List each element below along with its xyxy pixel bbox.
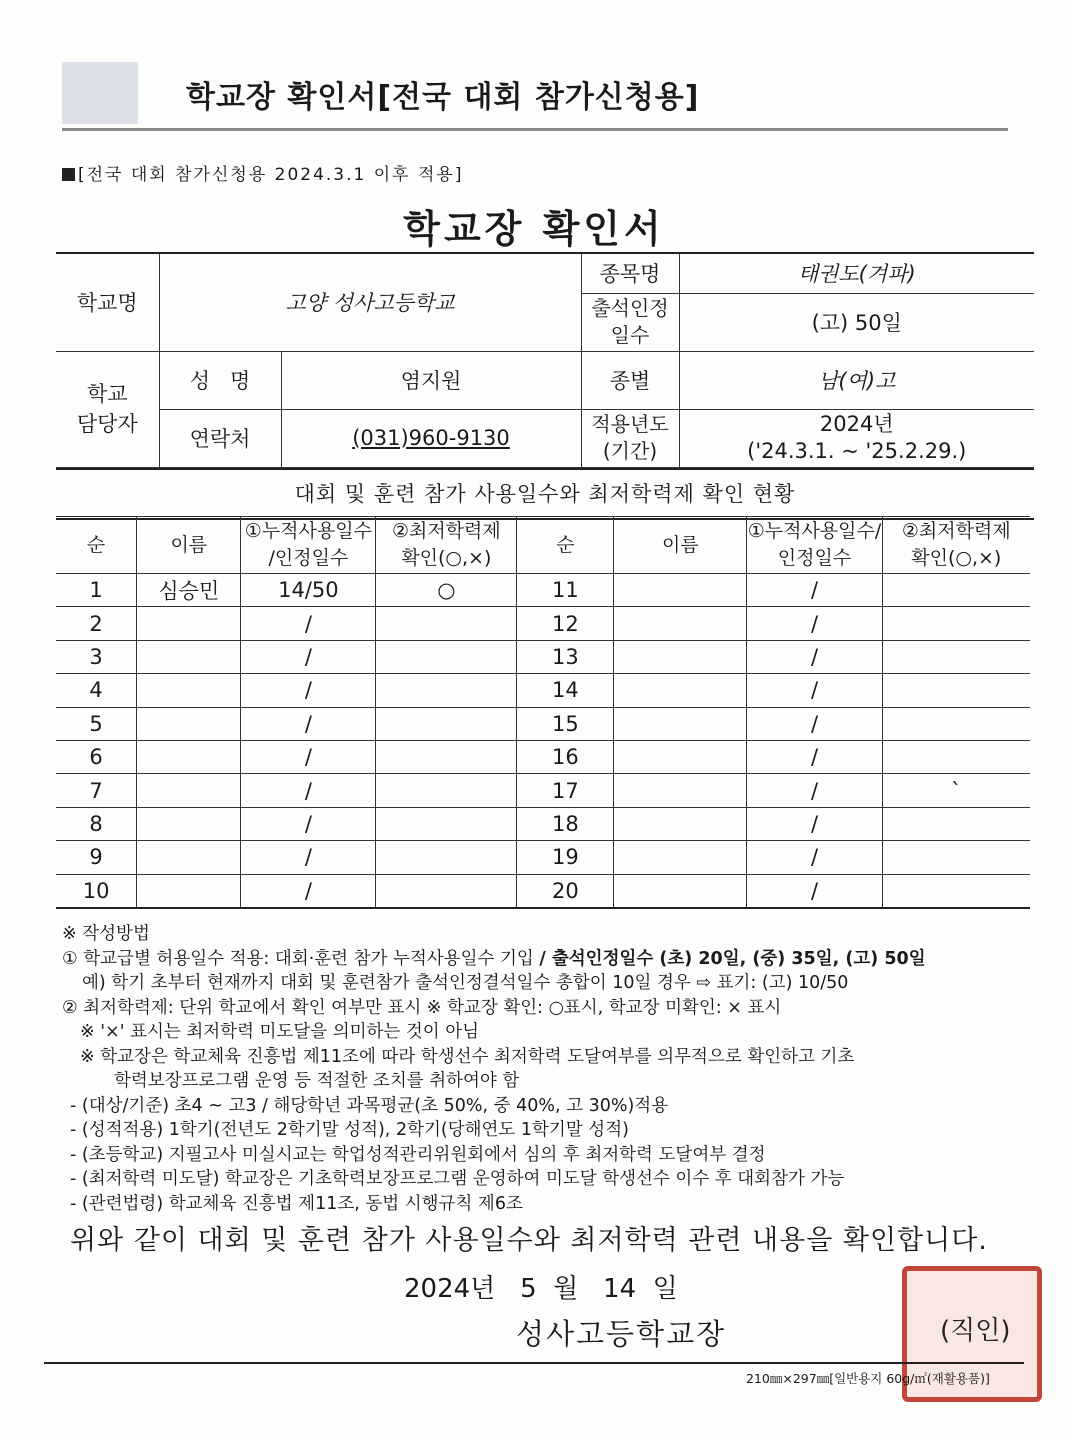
instructions	[62, 922, 1042, 1216]
achievement-check	[882, 841, 1030, 874]
attend-label: 출석인정 일수	[581, 293, 679, 351]
table-row	[56, 841, 1030, 874]
student-name	[614, 807, 747, 840]
student-name	[137, 674, 241, 707]
row-number: 15	[517, 707, 614, 740]
confirmation-statement: 위와 같이 대회 및 훈련 참가 사용일수와 최저학력 관련 내용을 확인합니다.	[70, 1225, 988, 1256]
student-name: 심승민	[137, 574, 241, 607]
achievement-check	[376, 740, 517, 773]
student-name	[137, 640, 241, 673]
school-value: 고양 성사고등학교	[159, 253, 581, 351]
student-name	[614, 707, 747, 740]
row-number: 10	[56, 874, 137, 908]
row-number: 4	[56, 674, 137, 707]
student-name	[137, 807, 241, 840]
usage-days: /	[241, 640, 376, 673]
contact-value: (031)960-9130	[281, 409, 581, 467]
manager-label: 학교 담당자	[56, 351, 159, 467]
contact-label: 연락처	[159, 409, 281, 467]
page-title: 학교장 확인서	[403, 207, 665, 251]
school-label: 학교명	[56, 253, 159, 351]
row-number: 19	[517, 841, 614, 874]
achievement-check: `	[882, 774, 1030, 807]
row-number: 5	[56, 707, 137, 740]
usage-days: /	[241, 841, 376, 874]
student-name	[137, 841, 241, 874]
info-table	[56, 252, 1034, 468]
achievement-check	[376, 774, 517, 807]
usage-days: /	[747, 574, 882, 607]
table-row	[56, 607, 1030, 640]
usage-days: /	[747, 607, 882, 640]
usage-days: /	[747, 740, 882, 773]
table-row	[56, 640, 1030, 673]
achievement-check	[882, 607, 1030, 640]
student-name	[614, 874, 747, 908]
column-header: ①누적사용일수/ 인정일수	[747, 517, 882, 574]
achievement-check	[376, 640, 517, 673]
instruction-line: - (관련법령) 학교체육 진흥법 제11조, 동법 시행규칙 제6조	[70, 1193, 523, 1214]
achievement-check	[882, 674, 1030, 707]
name-value: 염지원	[281, 351, 581, 409]
achievement-check	[882, 807, 1030, 840]
column-header: 순	[517, 517, 614, 574]
student-name	[614, 640, 747, 673]
column-header: ②최저학력제 확인(○,×)	[882, 517, 1030, 574]
student-name	[137, 607, 241, 640]
usage-days: /	[747, 807, 882, 840]
row-number: 20	[517, 874, 614, 908]
instruction-line: 예) 학기 초부터 현재까지 대회 및 훈련참가 출석인정결석일수 총합이 10일 경우 ⇨ 표기: (고) 10/50	[82, 973, 849, 993]
instruction-line: - (초등학교) 지필고사 미실시교는 학업성적관리위원회에서 심의 후 최저학력 도달여부 결정	[70, 1144, 766, 1165]
instruction-text: ① 학교급별 허용일수 적용: 대회·훈련 참가 누적사용일수 기입	[62, 948, 540, 969]
usage-days: /	[747, 841, 882, 874]
achievement-check: ○	[376, 574, 517, 607]
table-row	[56, 740, 1030, 773]
achievement-check	[882, 874, 1030, 908]
student-name	[614, 774, 747, 807]
issue-date: 2024년 5 월 14 일	[404, 1274, 678, 1304]
instruction-text-bold: / 출석인정일수 (초) 20일, (중) 35일, (고) 50일	[539, 948, 926, 969]
sub-note	[62, 160, 463, 185]
student-name	[137, 774, 241, 807]
student-name	[614, 841, 747, 874]
usage-days: 14/50	[241, 574, 376, 607]
table-row	[56, 807, 1030, 840]
instruction-line: 학력보장프로그램 운영 등 적절한 조치를 취하여야 함	[114, 1071, 520, 1091]
column-header: ①누적사용일수 /인정일수	[241, 517, 376, 574]
instructions-title: ※ 작성방법	[62, 924, 150, 944]
student-name	[614, 574, 747, 607]
square-bullet-icon	[62, 168, 75, 181]
instruction-line: - (최저학력 미도달) 학교장은 기초학력보장프로그램 운영하여 미도달 학생선수 이수 후 대회참가 가능	[70, 1169, 845, 1189]
table-row	[56, 707, 1030, 740]
row-number: 6	[56, 740, 137, 773]
table-row	[56, 574, 1030, 607]
instruction-line: - (대상/기준) 초4 ~ 고3 / 해당학년 과목평균(초 50%, 중 40%, 고 30%)적용	[70, 1095, 669, 1116]
achievement-check	[376, 607, 517, 640]
row-number: 9	[56, 841, 137, 874]
row-number: 2	[56, 607, 137, 640]
usage-table	[56, 516, 1030, 909]
row-number: 12	[517, 607, 614, 640]
student-name	[614, 607, 747, 640]
usage-days: /	[747, 674, 882, 707]
row-number: 8	[56, 807, 137, 840]
achievement-check	[882, 740, 1030, 773]
instruction-line: ② 최저학력제: 단위 학교에서 확인 여부만 표시 ※ 학교장 확인: ○표시, 학교장 미확인: × 표시	[62, 997, 782, 1018]
usage-days: /	[241, 607, 376, 640]
usage-days: /	[241, 774, 376, 807]
row-number: 3	[56, 640, 137, 673]
header-title: 학교장 확인서[전국 대회 참가신청용]	[186, 80, 700, 115]
bottom-divider	[44, 1362, 1024, 1364]
column-header: 순	[56, 517, 137, 574]
attend-value: (고) 50일	[679, 293, 1034, 351]
achievement-check	[882, 574, 1030, 607]
paper-spec: 210㎜×297㎜[일반용지 60g/㎡(재활용품)]	[746, 1371, 990, 1386]
student-name	[614, 674, 747, 707]
principal-title: 성사고등학교장	[516, 1317, 727, 1351]
achievement-check	[376, 674, 517, 707]
instruction-line	[62, 947, 1042, 972]
column-header: 이름	[614, 517, 747, 574]
usage-days: /	[747, 707, 882, 740]
usage-days: /	[747, 874, 882, 908]
student-name	[137, 707, 241, 740]
year-label: 적용년도 (기간)	[581, 409, 679, 467]
achievement-check	[882, 707, 1030, 740]
row-number: 16	[517, 740, 614, 773]
usage-days: /	[747, 774, 882, 807]
row-number: 14	[517, 674, 614, 707]
instruction-line: ※ '×' 표시는 최저학력 미도달을 의미하는 것이 아님	[80, 1022, 480, 1042]
seal-label: (직인)	[940, 1316, 1011, 1346]
sport-label: 종목명	[581, 253, 679, 293]
table-row	[56, 874, 1030, 908]
table-row	[56, 774, 1030, 807]
achievement-check	[376, 707, 517, 740]
column-header: ②최저학력제 확인(○,×)	[376, 517, 517, 574]
row-number: 17	[517, 774, 614, 807]
sub-note-text: [전국 대회 참가신청용 2024.3.1 이후 적용]	[78, 165, 464, 185]
usage-days: /	[241, 807, 376, 840]
usage-days: /	[241, 874, 376, 908]
achievement-check	[376, 874, 517, 908]
usage-days: /	[241, 707, 376, 740]
instruction-line: - (성적적용) 1학기(전년도 2학기말 성적), 2학기(당해연도 1학기말 성적)	[70, 1120, 629, 1140]
achievement-check	[376, 807, 517, 840]
table-row	[56, 674, 1030, 707]
row-number: 1	[56, 574, 137, 607]
achievement-check	[882, 640, 1030, 673]
instruction-line: ※ 학교장은 학교체육 진흥법 제11조에 따라 학생선수 최저학력 도달여부를 의무적으로 확인하고 기초	[80, 1046, 855, 1067]
usage-days: /	[241, 674, 376, 707]
student-name	[614, 740, 747, 773]
achievement-check	[376, 841, 517, 874]
gender-value: 남(여)고	[679, 351, 1034, 409]
gender-label: 종별	[581, 351, 679, 409]
name-label: 성 명	[159, 351, 281, 409]
student-name	[137, 874, 241, 908]
column-header: 이름	[137, 517, 241, 574]
year-value: 2024년 ('24.3.1. ~ '25.2.29.)	[679, 409, 1034, 467]
usage-days: /	[241, 740, 376, 773]
row-number: 7	[56, 774, 137, 807]
student-name	[137, 740, 241, 773]
row-number: 13	[517, 640, 614, 673]
usage-days: /	[747, 640, 882, 673]
row-number: 18	[517, 807, 614, 840]
row-number: 11	[517, 574, 614, 607]
section-title: 대회 및 훈련 참가 사용일수와 최저학력제 확인 현황	[56, 468, 1034, 520]
sport-value: 태권도(겨파)	[679, 253, 1034, 293]
